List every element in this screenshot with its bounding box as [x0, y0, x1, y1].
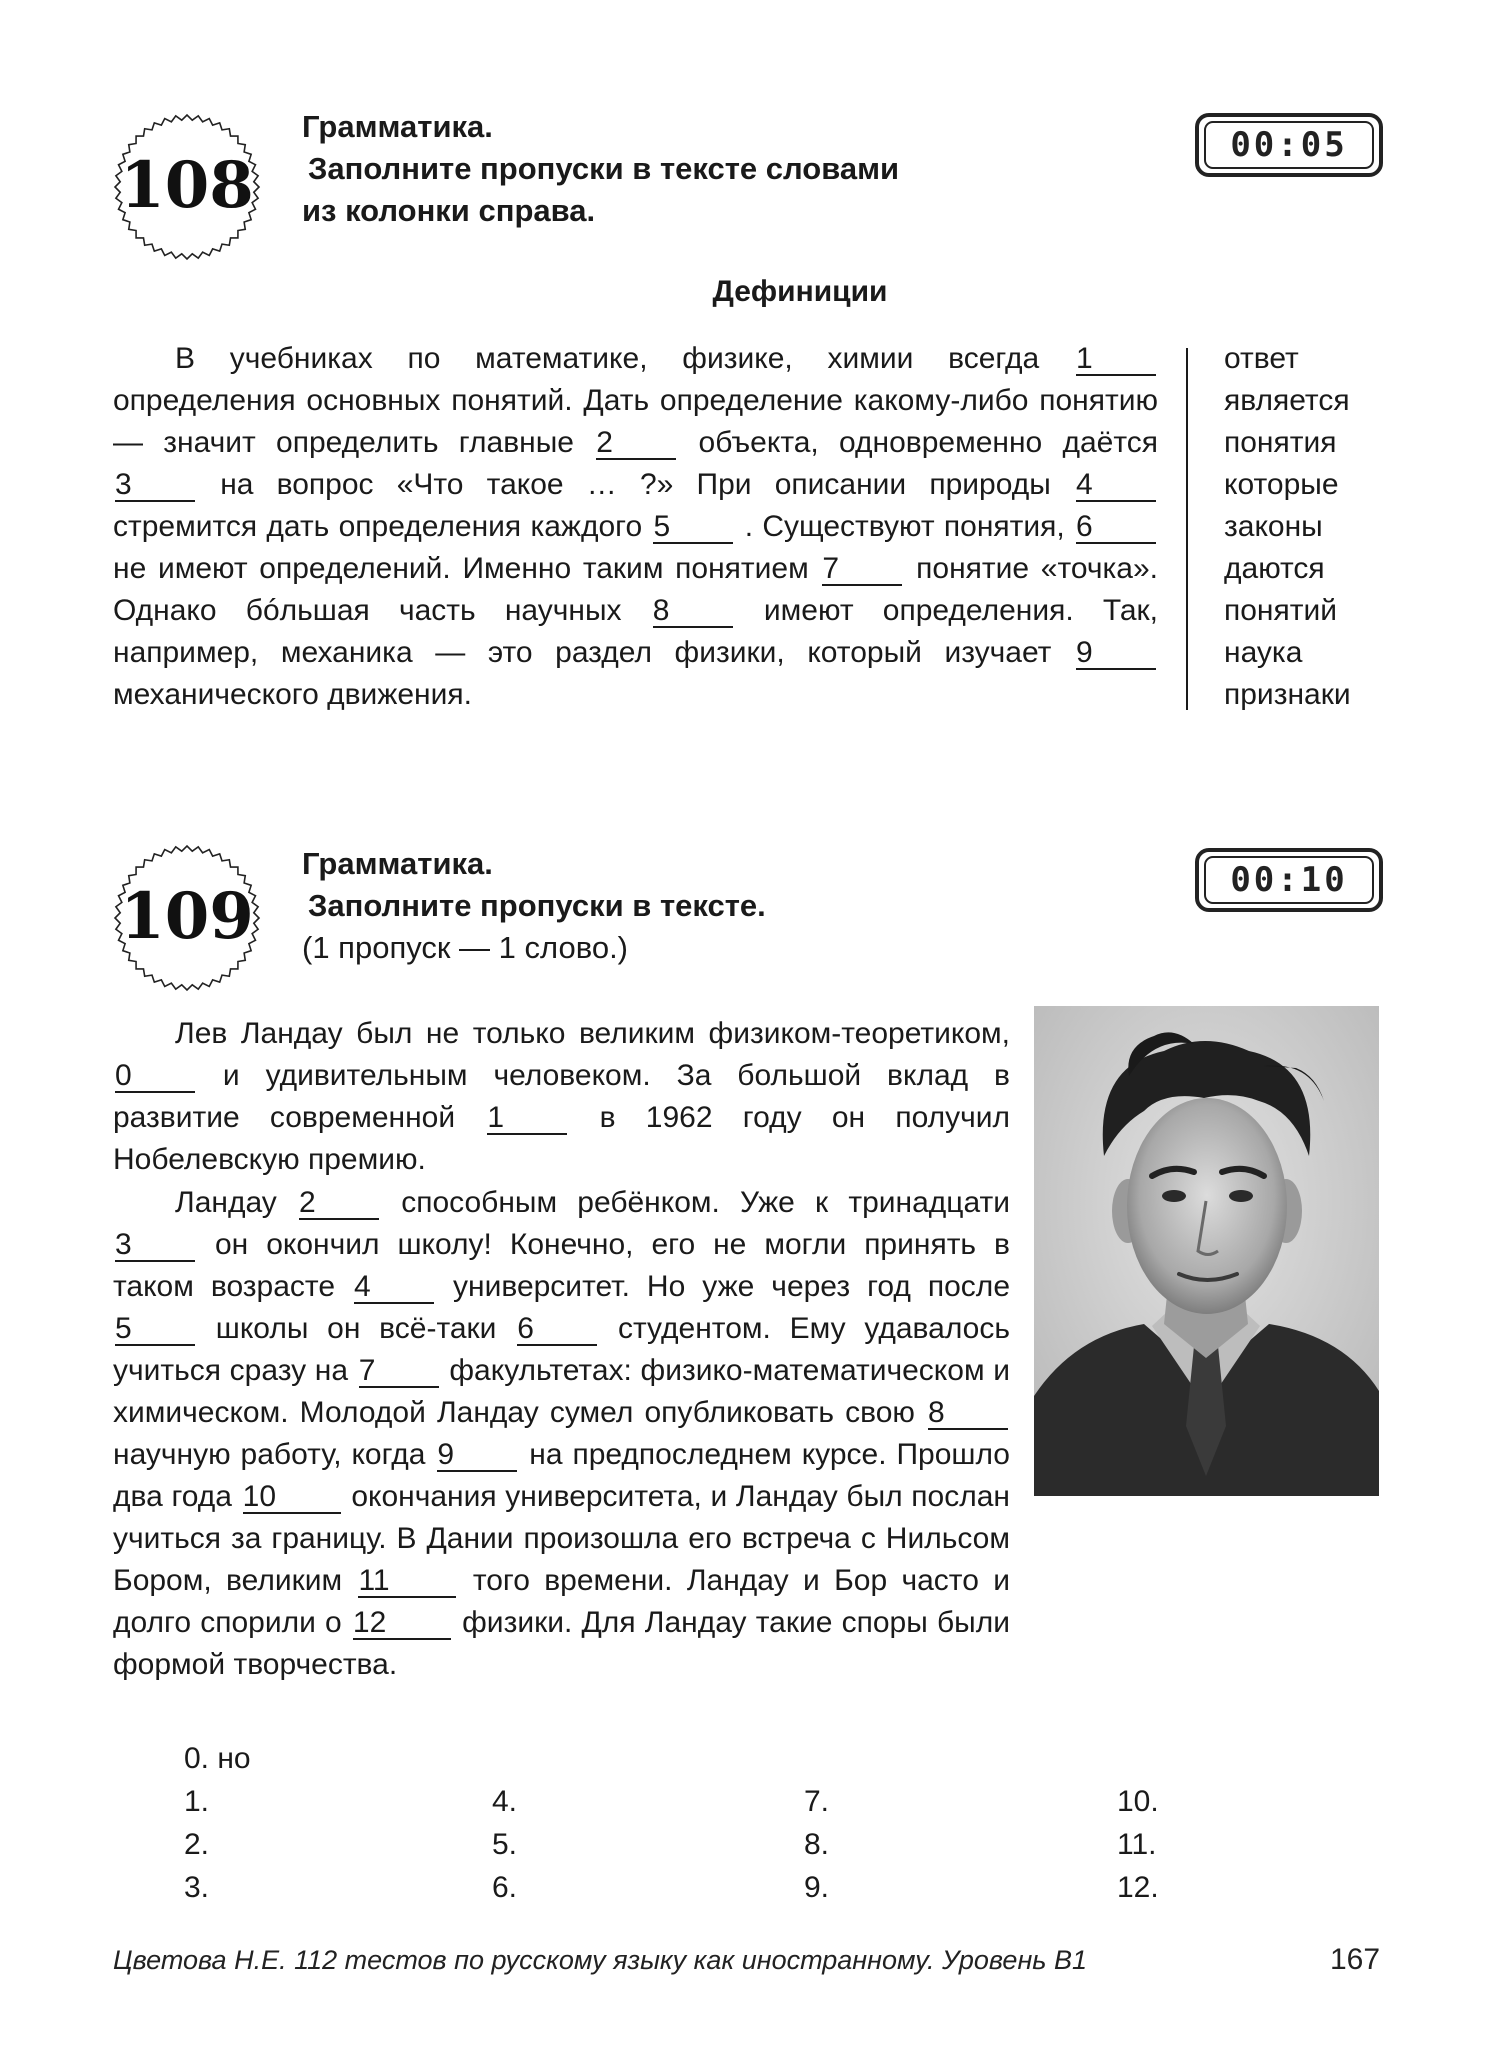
text-fragment: на вопрос «Что такое … ?» При описании природы — [220, 468, 1051, 501]
text-fragment: на предпоследнем курсе. Прошло два года — [113, 1438, 1010, 1513]
task-109-badge — [112, 843, 262, 993]
gap-blank-6[interactable]: 6 — [1076, 512, 1156, 544]
text-fragment: и удивительным человеком. За большой вклад в развитие современной — [113, 1059, 1010, 1134]
task-108-text-title: Дефиниции — [712, 275, 888, 308]
task-109-paragraph-1 — [113, 1013, 1010, 1181]
answer-example: 0. но — [184, 1742, 251, 1775]
text-fragment: не имеют определений. Именно таким понятием — [113, 552, 809, 585]
word-bank-item: понятия — [1224, 426, 1337, 459]
word-bank-item: законы — [1224, 510, 1323, 543]
task-108-text — [113, 338, 1158, 716]
gap-blank-4[interactable]: 4 — [354, 1272, 434, 1304]
task-109-paragraph-2 — [113, 1182, 1010, 1686]
word-bank-item: признаки — [1224, 678, 1351, 711]
text-fragment: определения основных понятий. Дать определение какому-либо понятию — значит определить главные — [113, 384, 1158, 459]
text-fragment: Лев Ландау был не только великим физиком-теоретиком, — [175, 1017, 1010, 1050]
gap-blank-11[interactable]: 11 — [358, 1566, 456, 1598]
answer-1[interactable]: 1. — [184, 1785, 210, 1818]
text-fragment: научную работу, когда — [113, 1438, 426, 1471]
word-bank-item: даются — [1224, 552, 1325, 585]
word-bank-item: которые — [1224, 468, 1339, 501]
answer-11[interactable]: 11. — [1117, 1828, 1157, 1861]
text-fragment: способным ребёнком. Уже к тринадцати — [401, 1186, 1011, 1219]
text-fragment: механического движения. — [113, 678, 472, 711]
text-fragment: факультетах: физико-математическом и химическом. Молодой Ландау сумел опубликовать свою — [113, 1354, 1010, 1429]
task-108-timer — [1195, 113, 1383, 177]
text-fragment: того времени. Ландау и Бор часто и долго спорили о — [113, 1564, 1010, 1639]
gap-blank-7[interactable]: 7 — [359, 1356, 439, 1388]
word-bank-item: является — [1224, 384, 1350, 417]
gap-blank-3[interactable]: 3 — [115, 1230, 195, 1262]
task-109-text-part2 — [113, 1182, 1383, 1686]
task-109-seal — [112, 843, 262, 993]
answer-6[interactable]: 6. — [492, 1871, 518, 1904]
gap-blank-7[interactable]: 7 — [822, 554, 902, 586]
task-108-title-line3: из колонки справа. — [302, 193, 596, 228]
gap-blank-8[interactable]: 8 — [928, 1398, 1008, 1430]
word-bank — [1224, 338, 1351, 716]
text-fragment: стремится дать определения каждого — [113, 510, 643, 543]
task-109-note: (1 пропуск — 1 слово.) — [302, 930, 628, 965]
text-fragment: университет. Но уже через год после — [453, 1270, 1010, 1303]
word-bank-divider — [1186, 348, 1188, 710]
answer-5[interactable]: 5. — [492, 1828, 518, 1861]
task-109-number: 109 — [120, 879, 254, 954]
answer-10[interactable]: 10. — [1117, 1785, 1159, 1818]
text-fragment: . Существуют понятия, — [744, 510, 1065, 543]
word-bank-item: наука — [1224, 636, 1303, 669]
text-fragment: окончания университета, и Ландау был послан учиться за границу. В Дании произошла его встреча с Нильсом Бором, великим — [113, 1480, 1010, 1597]
task-109-text-part1 — [113, 1013, 1010, 1181]
gap-blank-2[interactable]: 2 — [596, 428, 676, 460]
gap-blank-1[interactable]: 1 — [1076, 344, 1156, 376]
task-108-title — [302, 106, 899, 232]
task-108-number: 108 — [120, 148, 254, 223]
gap-blank-2[interactable]: 2 — [299, 1188, 379, 1220]
text-fragment: Ландау — [175, 1186, 277, 1219]
answer-12[interactable]: 12. — [1117, 1871, 1159, 1904]
gap-blank-5[interactable]: 5 — [653, 512, 733, 544]
task-109-timer — [1195, 848, 1383, 912]
word-bank-item: понятий — [1224, 594, 1337, 627]
answer-8[interactable]: 8. — [804, 1828, 830, 1861]
task-108-paragraph — [113, 338, 1158, 716]
gap-blank-12[interactable]: 12 — [353, 1608, 451, 1640]
text-fragment: объекта, одновременно даётся — [698, 426, 1159, 459]
gap-blank-9[interactable]: 9 — [437, 1440, 517, 1472]
task-109-title-line1: Грамматика. — [302, 846, 493, 881]
answer-4[interactable]: 4. — [492, 1785, 518, 1818]
text-fragment: он окончил школу! Конечно, его не могли принять в таком возрасте — [113, 1228, 1010, 1303]
task-108-seal — [112, 112, 262, 262]
text-fragment: понятие «точка». Однако бóльшая часть научных — [113, 552, 1159, 627]
word-bank-item: ответ — [1224, 342, 1299, 375]
text-fragment: школы он всё-таки — [215, 1312, 497, 1345]
task-109-title-line2: Заполните пропуски в тексте. — [308, 888, 766, 923]
task-108-title-line1: Грамматика. — [302, 109, 493, 144]
task-109-title — [302, 843, 766, 969]
page-number: 167 — [1330, 1943, 1381, 1976]
task-109-timer-value: 00:10 — [1204, 856, 1374, 904]
gap-blank-8[interactable]: 8 — [653, 596, 733, 628]
text-fragment: физики. Для Ландау такие споры были формой творчества. — [113, 1606, 1010, 1681]
text-fragment: студентом. Ему удавалось учиться сразу на — [113, 1312, 1010, 1387]
task-108-timer-value: 00:05 — [1204, 121, 1374, 169]
task-108-badge — [112, 112, 262, 262]
gap-blank-4[interactable]: 4 — [1076, 470, 1156, 502]
book-citation: Цветова Н.Е. 112 тестов по русскому языку как иностранному. Уровень B1 — [113, 1945, 1088, 1975]
gap-blank-5[interactable]: 5 — [115, 1314, 195, 1346]
answer-2[interactable]: 2. — [184, 1828, 210, 1861]
gap-blank-0[interactable]: 0 — [115, 1061, 195, 1093]
gap-blank-6[interactable]: 6 — [517, 1314, 597, 1346]
text-fragment: имеют определения. Так, например, механика — это раздел физики, который изучает — [113, 594, 1158, 669]
text-fragment: В учебниках по математике, физике, химии всегда — [175, 342, 1040, 375]
answer-3[interactable]: 3. — [184, 1871, 210, 1904]
answer-9[interactable]: 9. — [804, 1871, 830, 1904]
answer-7[interactable]: 7. — [804, 1785, 830, 1818]
task-108-title-line2: Заполните пропуски в тексте словами — [308, 151, 900, 186]
gap-blank-9[interactable]: 9 — [1076, 638, 1156, 670]
gap-blank-1[interactable]: 1 — [487, 1103, 567, 1135]
gap-blank-3[interactable]: 3 — [115, 470, 195, 502]
text-fragment: в 1962 году он получил Нобелевскую премию. — [113, 1101, 1010, 1176]
gap-blank-10[interactable]: 10 — [243, 1482, 341, 1514]
